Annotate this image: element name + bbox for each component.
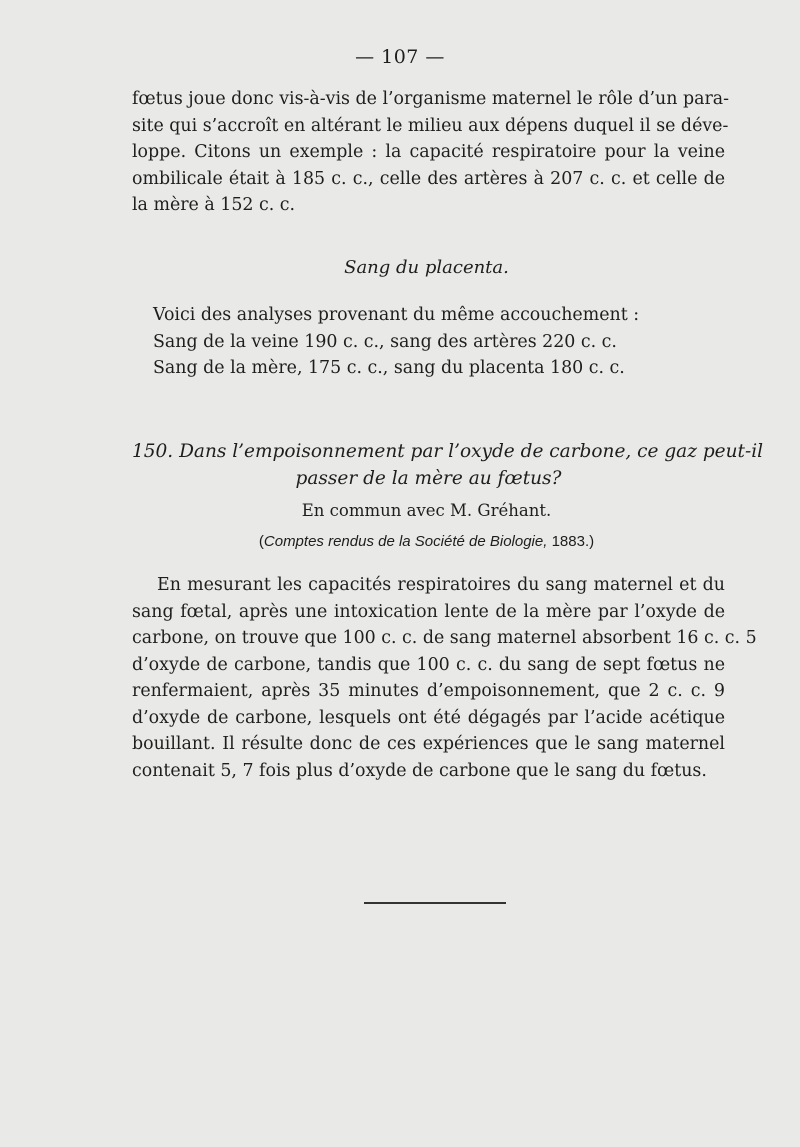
body-line-5: renfermaient, après 35 minutes d’empoisonnement, que 2 c. c. 9 [132, 681, 725, 701]
byline: En commun avec M. Gréhant. [301, 501, 552, 520]
body-line-4: d’oxyde de carbone, tandis que 100 c. c. du sang de sept fœtus ne [132, 654, 725, 675]
body-line-7: bouillant. Il résulte donc de ces expériences que le sang maternel [132, 734, 725, 754]
body-line-2: sang fœtal, après une intoxication lente de la mère par l’oxyde de [132, 601, 725, 622]
section-title: Sang du placenta. [344, 257, 509, 278]
citation-journal: Comptes rendus de la Société de Biologie, [263, 533, 548, 550]
page-number: — 107 — [355, 46, 445, 68]
article-heading [132, 438, 764, 492]
closing-rule [364, 902, 506, 904]
article-number: 150. [132, 441, 174, 462]
body-line-6: d’oxyde de carbone, lesquels ont été dégagés par l’acide acétique [132, 707, 725, 728]
article-heading-line-1 [132, 438, 764, 465]
citation [0, 533, 800, 550]
analysis-block [153, 302, 673, 382]
intro-line-1: fœtus joue donc vis-à-vis de l’organisme maternel le rôle d’un para- [132, 89, 730, 109]
citation-prefix: ( [258, 533, 264, 550]
body-line-8: contenait 5, 7 fois plus d’oxyde de carbone que le sang du fœtus. [132, 760, 707, 781]
intro-line-3: loppe. Citons un exemple : la capacité respiratoire pour la veine [132, 142, 725, 162]
article-title-line-2: passer de la mère au fœtus? [295, 468, 562, 489]
article-title-line-1: Dans l’empoisonnement par l’oxyde de carbone, ce gaz peut-il [173, 441, 764, 462]
intro-line-4: ombilicale était à 185 c. c., celle des artères à 207 c. c. et celle de [132, 168, 725, 189]
analysis-title: Voici des analyses provenant du même accouchement : [153, 305, 640, 325]
citation-year: 1883.) [547, 533, 595, 550]
analysis-line-2: Sang de la mère, 175 c. c., sang du placenta 180 c. c. [153, 358, 625, 378]
body-paragraph [132, 572, 757, 784]
intro-line-5: la mère à 152 c. c. [132, 195, 296, 215]
analysis-line-1: Sang de la veine 190 c. c., sang des artères 220 c. c. [153, 331, 617, 352]
intro-line-2: site qui s’accroît en altérant le milieu aux dépens duquel il se déve- [132, 115, 729, 136]
body-line-1: En mesurant les capacités respiratoires du sang maternel et du [157, 575, 725, 595]
intro-paragraph [132, 86, 730, 219]
body-line-3: carbone, on trouve que 100 c. c. de sang maternel absorbent 16 c. c. 5 [132, 628, 757, 648]
